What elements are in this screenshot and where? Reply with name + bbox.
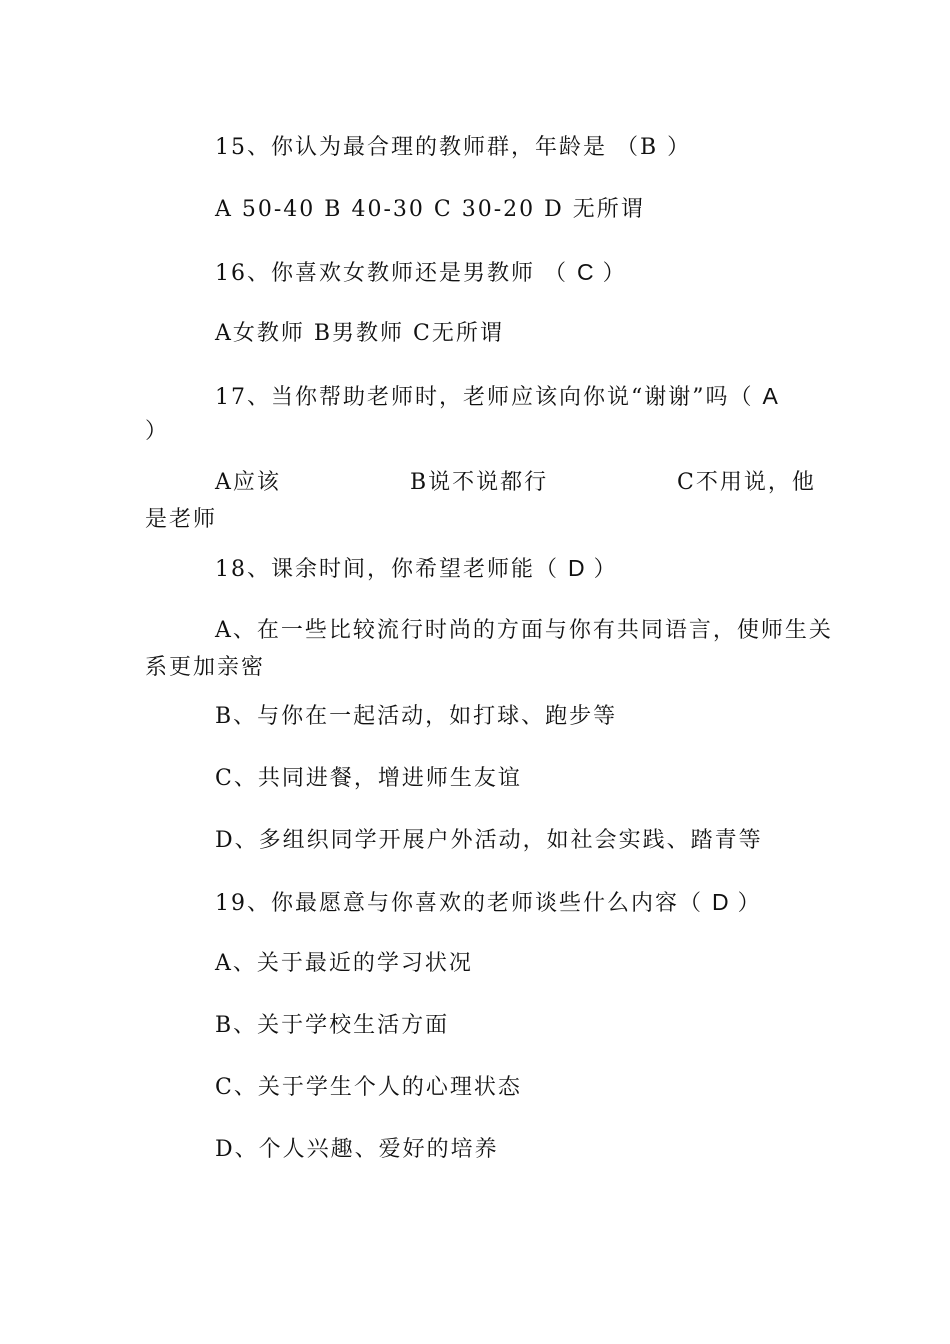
q19-stem-text: 19、你最愿意与你喜欢的老师谈些什么内容（ [215, 891, 703, 916]
q17-option-b: B说不说都行 [410, 470, 549, 495]
q17-answer: A [762, 383, 778, 409]
q15-options: A 50-40 B 40-30 C 30-20 D 无所谓 [215, 197, 645, 222]
q16-options: A女教师 B男教师 C无所谓 [215, 321, 504, 346]
q19-option-d: D、个人兴趣、爱好的培养 [215, 1137, 499, 1162]
q16-stem-close: ） [602, 261, 627, 286]
q18-option-a-continued: 系更加亲密 [145, 655, 266, 680]
q15-stem: 15、你认为最合理的教师群，年龄是 （B ） [215, 135, 692, 160]
q18-stem-close: ） [593, 557, 618, 582]
q18-answer: D [568, 555, 585, 581]
q16-answer: C [577, 259, 594, 285]
q17-stem-text: 17、当你帮助老师时，老师应该向你说“谢谢”吗（ [215, 385, 754, 410]
q17-option-c-continued: 是老师 [145, 507, 218, 532]
q17-stem [215, 379, 778, 415]
q19-answer: D [712, 889, 729, 915]
q19-option-a: A、关于最近的学习状况 [215, 951, 473, 976]
q16-stem [215, 255, 627, 291]
q18-option-a: A、在一些比较流行时尚的方面与你有共同语言，使师生关 [215, 618, 833, 643]
q19-stem-close: ） [737, 891, 762, 916]
q17-option-a: A应该 [215, 470, 281, 495]
q19-stem [215, 885, 762, 921]
q18-option-c: C、共同进餐，增进师生友谊 [215, 766, 522, 791]
q19-option-c: C、关于学生个人的心理状态 [215, 1075, 522, 1100]
q18-stem-text: 18、课余时间，你希望老师能（ [215, 557, 559, 582]
q18-option-b: B、与你在一起活动，如打球、跑步等 [215, 704, 618, 729]
q18-option-d: D、多组织同学开展户外活动，如社会实践、踏青等 [215, 828, 763, 853]
q16-stem-text: 16、你喜欢女教师还是男教师 （ [215, 261, 568, 286]
q17-stem-close: ） [145, 419, 170, 444]
q17-option-c: C不用说，他 [677, 470, 816, 495]
q18-stem [215, 551, 618, 587]
q19-option-b: B、关于学校生活方面 [215, 1013, 450, 1038]
